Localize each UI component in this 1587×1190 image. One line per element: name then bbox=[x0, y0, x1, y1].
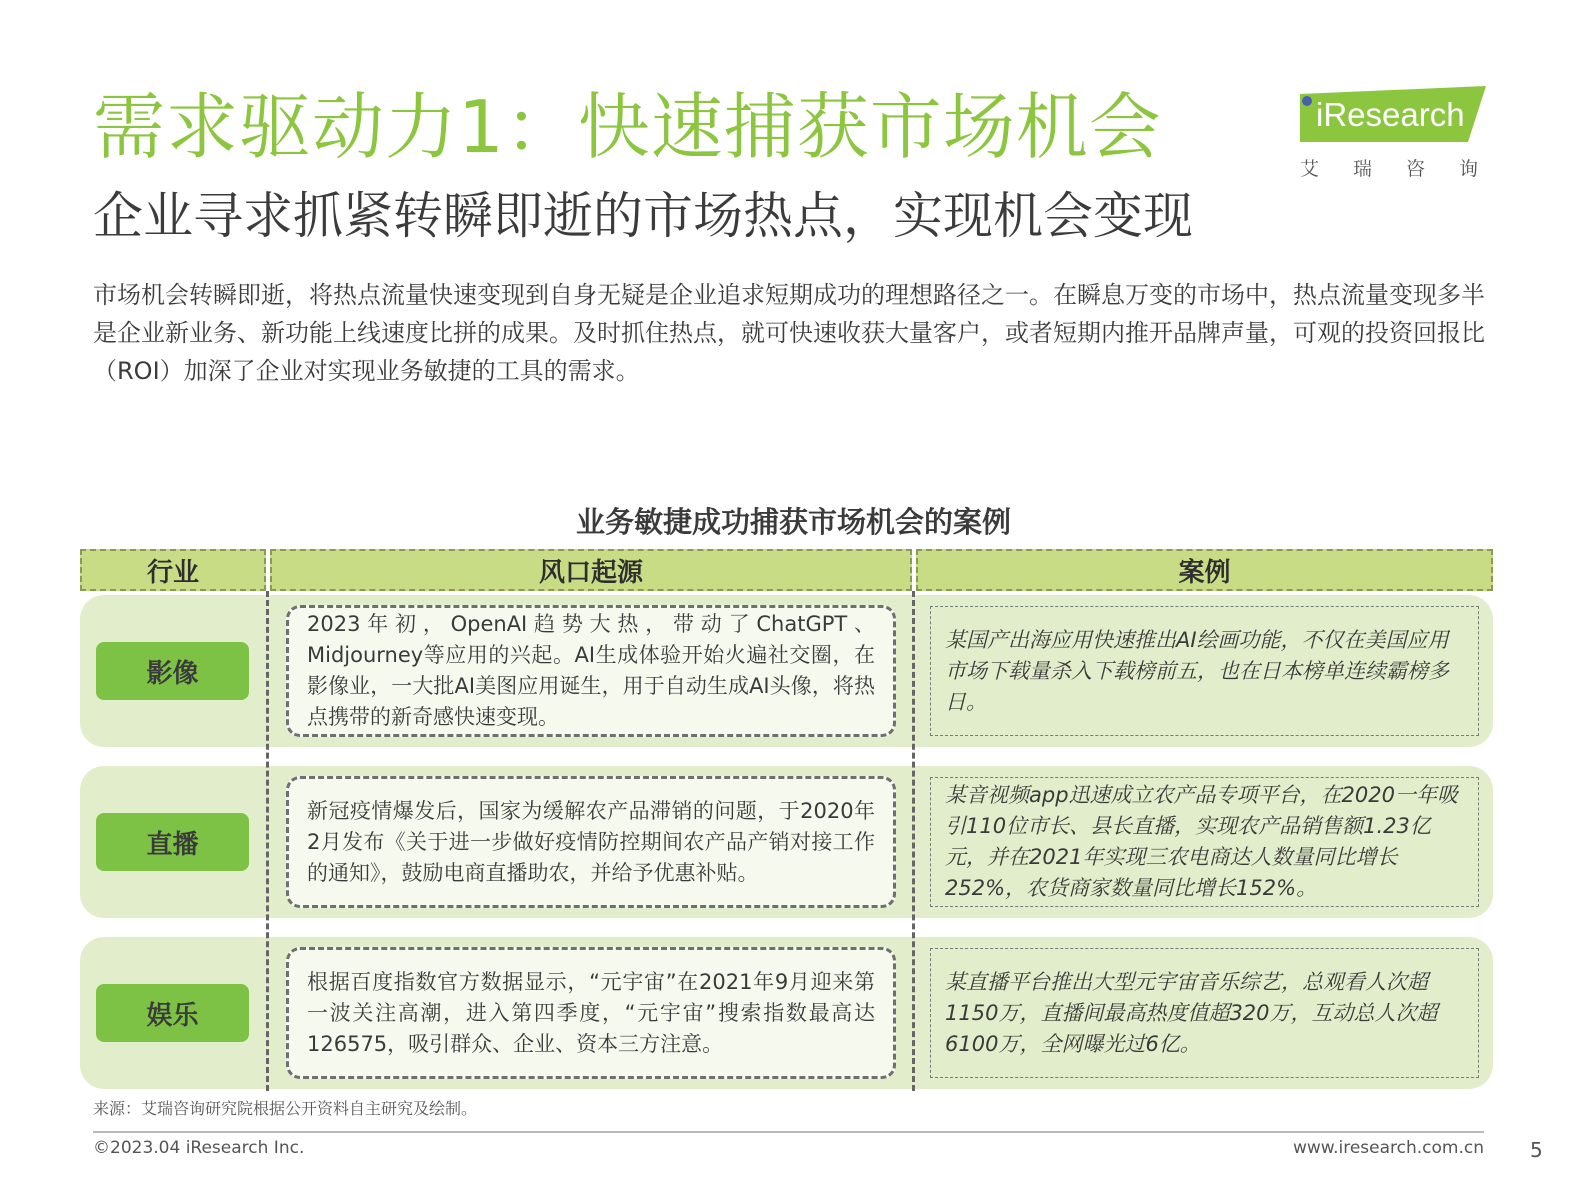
page-subtitle: 企业寻求抓紧转瞬即逝的市场热点，实现机会变现 bbox=[93, 187, 1193, 245]
header-case: 案例 bbox=[916, 549, 1493, 591]
origin-cell bbox=[286, 776, 896, 908]
logo-brand: iResearch bbox=[1316, 96, 1465, 133]
origin-text: 2023年初，OpenAI趋势大热，带动了ChatGPT、Midjourney等应用的兴起。AI生成体验开始火遍社交圈，在影像业，一大批AI美图应用诞生，用于自动生成AI头像，将热点携带的新奇感快速变现。 bbox=[307, 612, 875, 729]
origin-cell bbox=[286, 605, 896, 737]
case-cell bbox=[930, 606, 1479, 736]
column-divider bbox=[266, 591, 269, 1091]
logo-dot-icon bbox=[1302, 96, 1312, 106]
industry-label: 娱乐 bbox=[96, 984, 249, 1042]
header-origin: 风口起源 bbox=[270, 549, 912, 591]
website-link[interactable]: www.iresearch.com.cn bbox=[1292, 1138, 1484, 1158]
case-text: 某国产出海应用快速推出AI绘画功能，不仅在美国应用市场下载量杀入下载榜前五，也在日本榜单连续霸榜多日。 bbox=[945, 627, 1449, 714]
logo-subtitle: 艾瑞咨询 bbox=[1300, 158, 1513, 180]
intro-paragraph: 市场机会转瞬即逝，将热点流量快速变现到自身无疑是企业追求短期成功的理想路径之一。在瞬息万变的市场中，热点流量变现多半是企业新业务、新功能上线速度比拼的成果。及时抓住热点，就可快速收获大量客户，或者短期内推开品牌声量，可观的投资回报比（ROI）加深了企业对实现业务敏捷的工具的需求。 bbox=[93, 281, 1485, 385]
iresearch-logo bbox=[1296, 82, 1513, 182]
copyright: ©2023.04 iResearch Inc. bbox=[93, 1138, 305, 1158]
origin-text: 根据百度指数官方数据显示，“元宇宙”在2021年9月迎来第一波关注高潮，进入第四季度，“元宇宙”搜索指数最高达126575，吸引群众、企业、资本三方注意。 bbox=[307, 969, 875, 1056]
page-number: 5 bbox=[1530, 1138, 1543, 1162]
case-text: 某音视频app迅速成立农产品专项平台，在2020一年吸引110位市长、县长直播，实现农产品销售额1.23亿元，并在2021年实现三农电商达人数量同比增长252%，农货商家数量同比增长152%。 bbox=[945, 783, 1458, 900]
header-industry: 行业 bbox=[80, 549, 266, 591]
case-text: 某直播平台推出大型元宇宙音乐综艺，总观看人次超1150万，直播间最高热度值超320万，互动总人次超6100万，全网曝光过6亿。 bbox=[945, 969, 1438, 1056]
origin-cell bbox=[286, 947, 896, 1079]
table-title: 业务敏捷成功捕获市场机会的案例 bbox=[575, 505, 1011, 539]
case-cell bbox=[930, 777, 1479, 907]
origin-text: 新冠疫情爆发后，国家为缓解农产品滞销的问题，于2020年2月发布《关于进一步做好疫情防控期间农产品产销对接工作的通知》，鼓励电商直播助农，并给予优惠补贴。 bbox=[307, 798, 875, 885]
industry-label: 直播 bbox=[96, 813, 249, 871]
source-note: 来源：艾瑞咨询研究院根据公开资料自主研究及绘制。 bbox=[93, 1099, 478, 1118]
case-cell bbox=[930, 948, 1479, 1078]
column-divider bbox=[912, 591, 915, 1091]
page-title: 需求驱动力1：快速捕获市场机会 bbox=[93, 85, 1162, 169]
footer-divider bbox=[93, 1131, 1484, 1133]
industry-label: 影像 bbox=[96, 642, 249, 700]
